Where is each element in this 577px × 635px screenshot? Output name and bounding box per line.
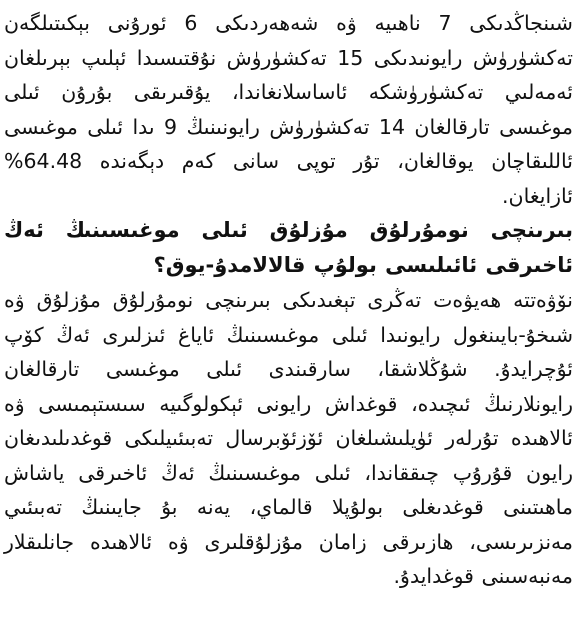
section-heading: بىرىنچى نومۇرلۇق مۇزلۇق ئىلى موغىسىنىڭ ئەڭ ئاخىرقى ئائىلىسى بولۇپ قالالامدۇ-يوق؟: [4, 218, 573, 277]
paragraph-protection-zone: نۆۋەتتە ھەيۋەت تەڭرى تېغىدىكى بىرىنچى نومۇرلۇق مۇزلۇق ۋە شىخۇ-بايىنغول رايونىدا ئىلى موغىسىنىڭ ئاياغ ئىزلىرى ئەڭ كۆپ ئۇچرايدۇ. شۇڭلاشقا، سارقىندى ئىلى موغىسى تارقالغان رايونلارنىڭ ئىچىدە، قوغداش رايونى ئېكولوگىيە سىستېمىسى ۋە ئالاھىدە تۇرلەر ئۈيلىشىلغان ئۆزئۆبرسال تەبىئىيلىكى قوغدىلىدىغان رايون قۇرۇپ چىققاندا، ئىلى موغىسىنىڭ ئەڭ ئاخىرقى ياشاش ماھىتىنى قوغدىغلى بولۇپلا قالماي، يەنە بۇ جايىنىڭ تەبىئىي مەنزىرىسى، ھازىرقى زامان مۇزلۇقلىرى ۋە ئالاھىدە جانلىقلار مەنبەسىنى قوغدايدۇ.: [4, 288, 573, 588]
article-body: [4, 6, 573, 594]
paragraph-survey-results: شىنجاڭدىكى 7 ناھىيە ۋە شەھەردىكى 6 ئورۇنى بېكىتىلگەن تەكشۈرۈش رايونىدىكى 15 تەكشۈرۈش نۇقتىسىدا ئېلىپ بېرىلغان ئەمەلىي تەكشۈرۈشكە ئاساسلانغاندا، يۇقىرىقى بۇرۇن ئىلى موغىسى تارقالغان 14 تەكشۈرۈش رايونىنىڭ 9 ىدا ئىلى موغىسى ئاللىقاچان يوقالغان، تۇر توپى سانى كەم دېگەندە 64.48% ئازايغان.: [4, 11, 574, 208]
